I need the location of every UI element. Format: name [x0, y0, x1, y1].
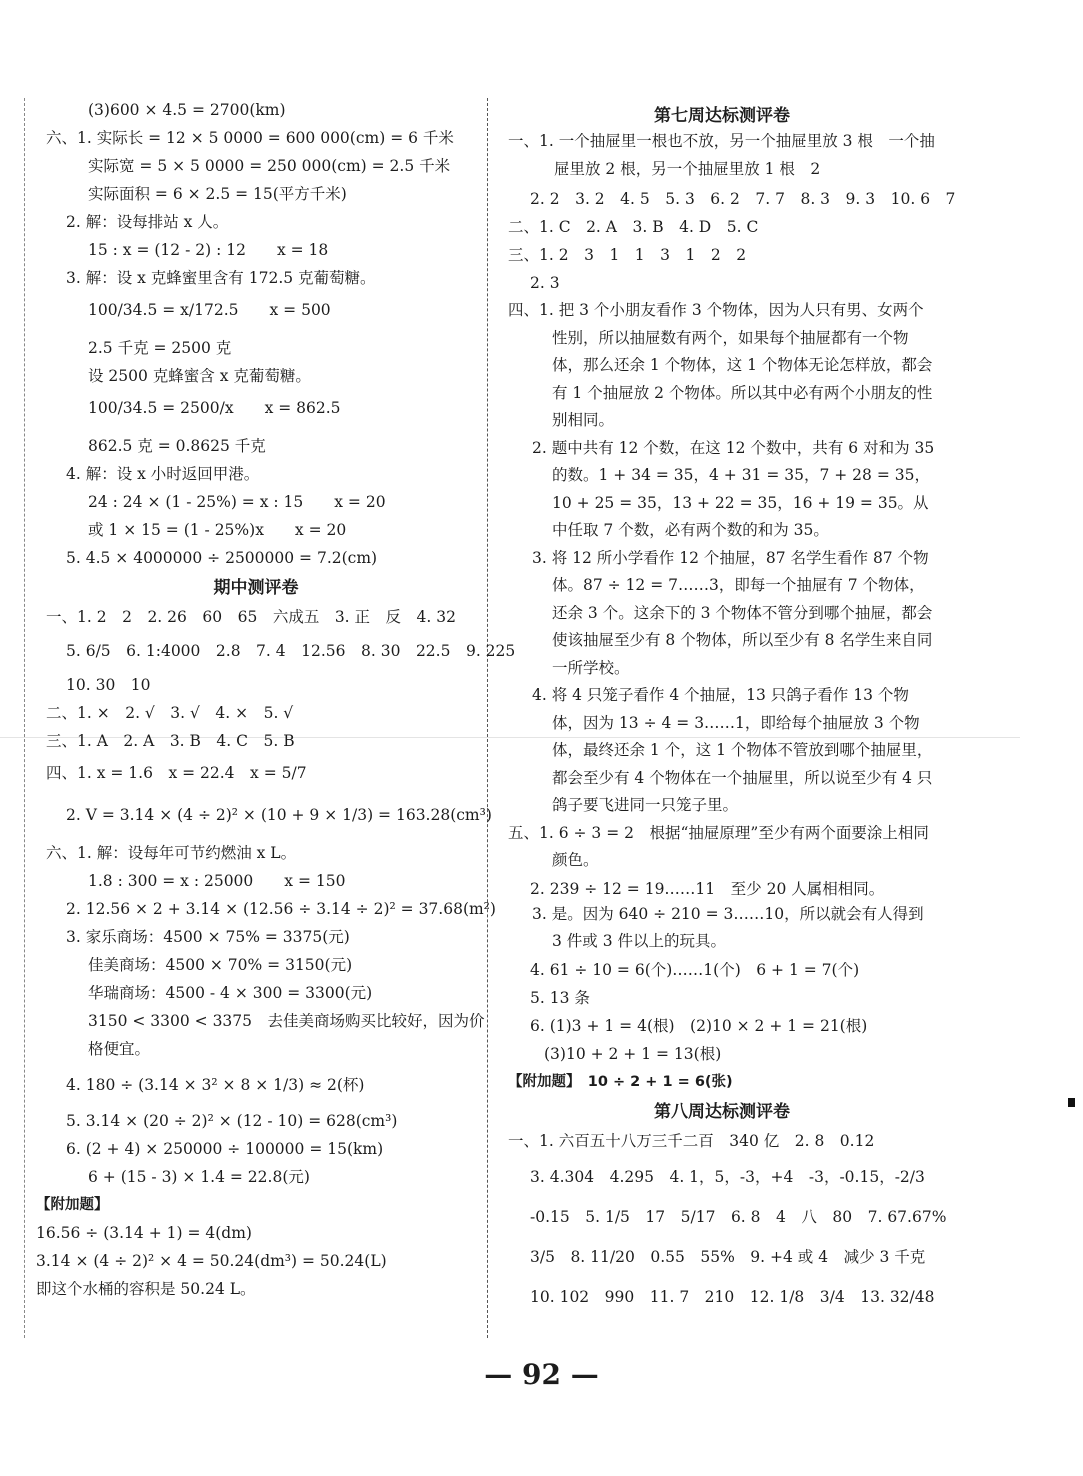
answer-paragraph: 一、1. 一个抽屉里一根也不放，另一个抽屉里放 3 根 一个抽屉里放 2 根，另一个抽屉里放 1 根 2: [508, 132, 935, 178]
answer-paragraph: 五、1. 6 ÷ 3 = 2 根据“抽屉原理”至少有两个面要涂上相同颜色。: [508, 823, 929, 869]
answer-line: 2. 3: [530, 274, 560, 292]
answer-paragraph: 3. 是。因为 640 ÷ 210 = 3……10，所以就会有人得到 3 件或 3 件以上的玩具。: [532, 904, 924, 950]
left-column: [36, 96, 516, 1299]
answer-line: 3/5 8. 11/20 0.55 55% 9. +4 或 4 减少 3 千克: [530, 1247, 926, 1266]
edge-mark: [1068, 1098, 1075, 1107]
answer-line: 3.14 × (4 ÷ 2)² × 4 = 50.24(dm³) = 50.24(L): [36, 1252, 387, 1270]
answer-line: 佳美商场：4500 × 70% = 3150(元): [88, 956, 353, 974]
page-number: — 92 —: [484, 1358, 599, 1391]
answer-line: 5. 3.14 × (20 ÷ 2)² × (12 - 10) = 628(cm³): [66, 1112, 398, 1130]
answer-line: 或 1 × 15 = (1 - 25%)x x = 20: [88, 521, 347, 539]
answer-line: 6. (2 + 4) × 250000 ÷ 100000 = 15(km): [66, 1140, 384, 1158]
answer-line: 5. 13 条: [530, 988, 590, 1007]
left-binding-line: [24, 98, 25, 1338]
column-divider: [487, 98, 488, 1338]
answer-line: 格便宜。: [88, 1040, 151, 1058]
answer-line: 2. 2 3. 2 4. 5 5. 3 6. 2 7. 7 8. 3 9. 3 10. 6 7: [530, 190, 956, 208]
answer-line: 设 2500 克蜂蜜含 x 克葡萄糖。: [88, 367, 311, 385]
section-title: 期中测评卷: [213, 578, 299, 598]
answer-line: 2. 解：设每排站 x 人。: [66, 213, 229, 231]
section-title: 第七周达标测评卷: [654, 106, 790, 126]
right-column: [508, 96, 956, 1311]
answer-line: 3. 解：设 x 克蜂蜜里含有 172.5 克葡萄糖。: [66, 269, 376, 287]
section-title: 第八周达标测评卷: [654, 1101, 790, 1122]
answer-line: 862.5 克 = 0.8625 千克: [88, 437, 266, 455]
answer-line: 三、1. 2 3 1 1 3 1 2 2: [508, 246, 747, 264]
answer-line: 即这个水桶的容积是 50.24 L。: [36, 1280, 256, 1298]
bonus-line: 【附加题】 10 ÷ 2 + 1 = 6(张): [508, 1073, 733, 1090]
answer-line: 100/34.5 = 2500/x x = 862.5: [88, 399, 341, 417]
answer-line: 3. 家乐商场：4500 × 75% = 3375(元): [66, 928, 350, 946]
answer-line: 一、1. 六百五十八万三千二百 340 亿 2. 8 0.12: [508, 1131, 875, 1150]
answer-line: 16.56 ÷ (3.14 + 1) = 4(dm): [36, 1224, 252, 1242]
answer-line: 10. 102 990 11. 7 210 12. 1/8 3/4 13. 32/48: [530, 1287, 935, 1306]
answer-line: 2. 239 ÷ 12 = 19……11 至少 20 人属相相同。: [530, 879, 885, 898]
answer-line: 2. V = 3.14 × (4 ÷ 2)² × (10 + 9 × 1/3) = 163.28(cm³): [66, 806, 492, 824]
answer-line: 实际面积 = 6 × 2.5 = 15(平方千米): [88, 185, 347, 203]
answer-line: 5. 4.5 × 4000000 ÷ 2500000 = 7.2(cm): [66, 549, 378, 567]
answer-line: 2. 12.56 × 2 + 3.14 × (12.56 ÷ 3.14 ÷ 2)² = 37.68(m²): [66, 900, 496, 918]
answer-line: 3. 4.304 4.295 4. 1，5，-3，+4 -3，-0.15，-2/3: [530, 1167, 925, 1186]
answer-line: 15 : x = (12 - 2) : 12 x = 18: [88, 241, 329, 259]
answer-line: 6. (1)3 + 1 = 4(根) (2)10 × 2 + 1 = 21(根): [530, 1016, 868, 1035]
answer-line: 实际宽 = 5 × 5 0000 = 250 000(cm) = 2.5 千米: [88, 157, 451, 175]
answer-line: 三、1. A 2. A 3. B 4. C 5. B: [46, 732, 295, 750]
answer-line: 四、1. x = 1.6 x = 22.4 x = 5/7: [46, 764, 307, 782]
answer-line: 六、1. 解：设每年可节约燃油 x L。: [46, 844, 297, 862]
answer-paragraph: 3. 将 12 所小学看作 12 个抽屉，87 名学生看作 87 个物体。87 ÷ 12 = 7……3，即每一个抽屉有 7 个物体，还余 3 个。这余下的 3 个物体不管分到哪个抽屉，都会使该抽屉至少有 8 个物体，所以至少有 8 名学生来自同一所学校。: [532, 548, 933, 677]
answer-line: 24 : 24 × (1 - 25%) = x : 15 x = 20: [88, 493, 386, 511]
answer-paragraph: 4. 将 4 只笼子看作 4 个抽屉，13 只鸽子看作 13 个物体，因为 13 ÷ 4 = 3……1，即给每个抽屉放 3 个物体，最终还余 1 个，这 1 个物体不管放到哪个抽屉里，都会至少有 4 个物体在一个抽屉里，所以说至少有 4 只鸽子要飞进同一只笼子里。: [532, 686, 933, 814]
answer-line: 2.5 千克 = 2500 克: [88, 339, 232, 357]
answer-line: 3150 < 3300 < 3375 去佳美商场购买比较好，因为价: [88, 1012, 485, 1030]
answer-line: 4. 解：设 x 小时返回甲港。: [66, 465, 260, 483]
answer-line: 二、1. C 2. A 3. B 4. D 5. C: [508, 218, 759, 236]
answer-paragraph: 2. 题中共有 12 个数，在这 12 个数中，共有 6 对和为 35 的数。1 + 34 = 35，4 + 31 = 35，7 + 28 = 35，10 + 25 = 35，13 + 22 = 35，16 + 19 = 35。从中任取 7 个数，必有两个数的和为 35。: [532, 438, 935, 539]
bonus-heading: 【附加题】: [36, 1197, 109, 1213]
answer-line: (3)600 × 4.5 = 2700(km): [88, 101, 286, 119]
answer-line: 六、1. 实际长 = 12 × 5 0000 = 600 000(cm) = 6 千米: [46, 129, 454, 147]
answer-line: 华瑞商场：4500 - 4 × 300 = 3300(元): [88, 984, 373, 1002]
answer-line: 5. 6/5 6. 1:4000 2.8 7. 4 12.56 8. 30 22.5 9. 225: [66, 642, 516, 660]
answer-line: (3)10 + 2 + 1 = 13(根): [544, 1044, 722, 1063]
answer-line: 一、1. 2 2 2. 26 60 65 六成五 3. 正 反 4. 32: [46, 608, 456, 626]
answer-line: 4. 180 ÷ (3.14 × 3² × 8 × 1/3) ≈ 2(杯): [66, 1076, 365, 1094]
answer-line: 1.8 : 300 = x : 25000 x = 150: [88, 872, 346, 890]
answer-line: 二、1. × 2. √ 3. √ 4. × 5. √: [46, 704, 294, 722]
answer-line: 10. 30 10: [66, 676, 151, 694]
answer-line: -0.15 5. 1/5 17 5/17 6. 8 4 八 80 7. 67.67%: [530, 1207, 947, 1226]
answer-line: 6 + (15 - 3) × 1.4 = 22.8(元): [88, 1168, 310, 1186]
answer-line: 100/34.5 = x/172.5 x = 500: [88, 301, 331, 319]
answer-paragraph: 四、1. 把 3 个小朋友看作 3 个物体，因为人只有男、女两个性别，所以抽屉数有两个，如果每个抽屉都有一个物体，那么还余 1 个物体，这 1 个物体无论怎样放，都会有 1 个抽屉放 2 个物体。所以其中必有两个小朋友的性别相同。: [508, 301, 933, 429]
answer-line: 4. 61 ÷ 10 = 6(个)……1(个) 6 + 1 = 7(个): [530, 960, 860, 979]
